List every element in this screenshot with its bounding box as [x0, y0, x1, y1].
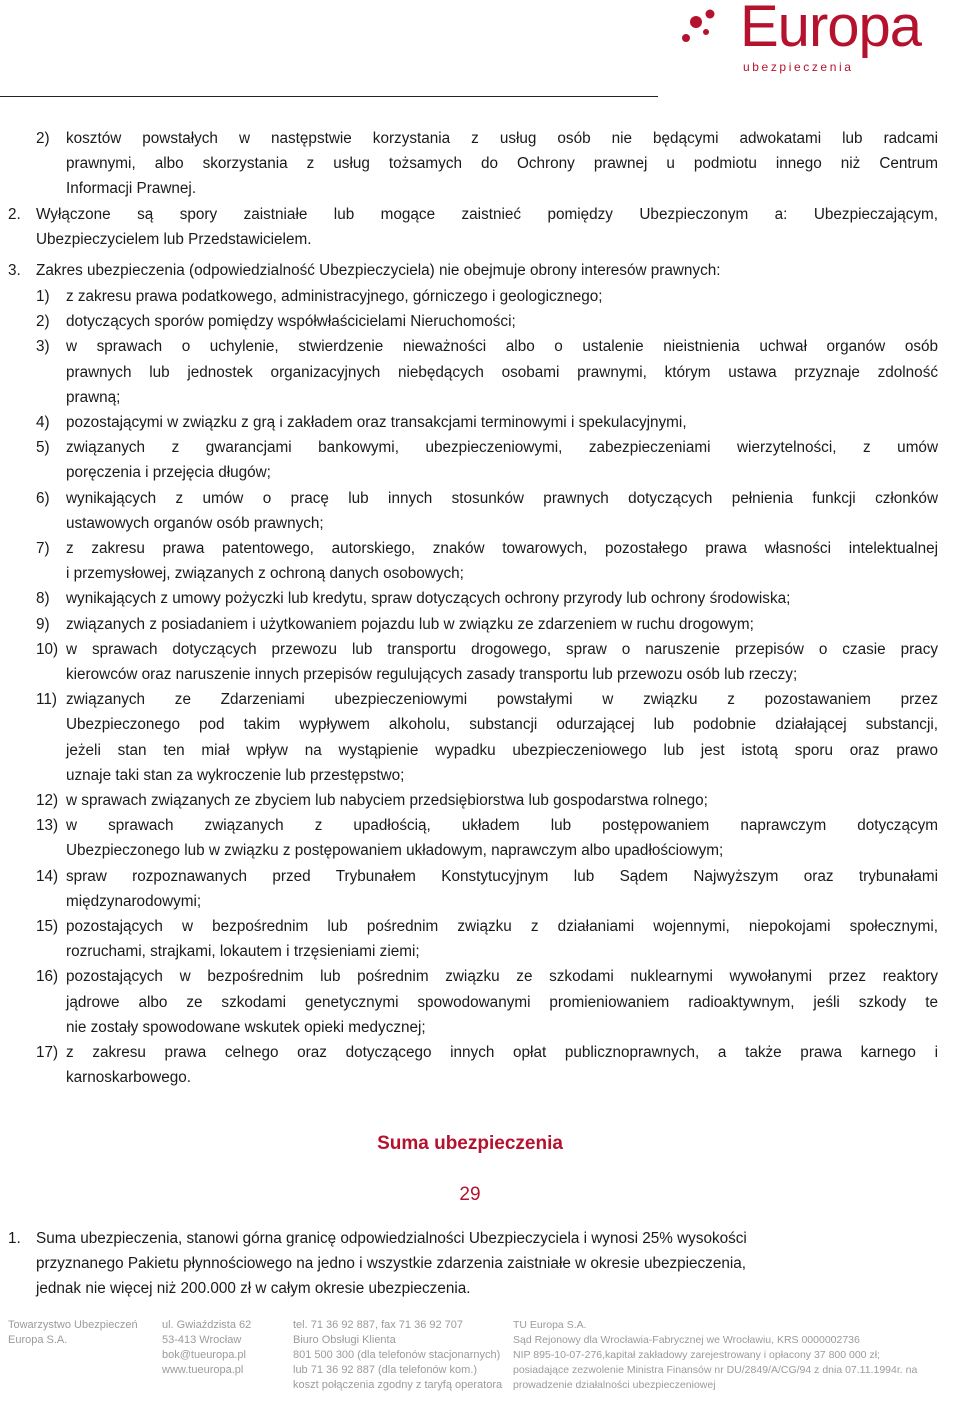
list-item [66, 864, 938, 914]
logo-text: Europa [740, 0, 922, 59]
list-item-number: 10) [36, 640, 59, 658]
footer-line: 801 500 300 (dla telefonów stacjonarnych) [293, 1349, 501, 1361]
list-item-number: 17) [36, 1044, 59, 1061]
footer-line: Towarzystwo Ubezpieczeń [8, 1319, 138, 1331]
text-line: jądrowe albo ze szkodami genetycznymi spowodowanymi promieniowaniem radioaktywnym, jeśli szkody te [66, 993, 938, 1011]
footer-line: Sąd Rejonowy dla Wrocławia-Fabrycznej we Wrocławiu, KRS 0000002736 [513, 1334, 860, 1346]
text-line: Ubezpieczycielem lub Przedstawicielem. [36, 231, 312, 248]
text-line: związanych z posiadaniem i użytkowaniem pojazdu lub w związku ze zdarzeniem w ruchu drogowym; [66, 615, 754, 633]
footer-company [8, 1318, 138, 1348]
logo-mark-icon [680, 6, 740, 50]
text-line: z zakresu prawa patentowego, autorskiego, znaków towarowych, pozostałego prawa własności intelektualnej [66, 540, 938, 557]
item-number: 2) [36, 130, 50, 147]
text-line: jeżeli stan ten miał wpływ na wystąpienie wypadku ubezpieczeniowego lub jest istotą sporu oraz prawo [66, 741, 938, 759]
list-item-number: 7) [36, 540, 50, 557]
list-item-number: 13) [36, 817, 59, 835]
list-item-number: 9) [36, 615, 50, 633]
footer-line: prowadzenie działalności ubezpieczeniowej [513, 1379, 716, 1391]
text-line: prawną; [66, 388, 121, 406]
text-line: jednak nie więcej niż 200.000 zł w całym okresie ubezpieczenia. [36, 1280, 471, 1297]
footer-line: koszt połączenia zgodny z taryfą operatora [293, 1379, 503, 1391]
text-line: międzynarodowymi; [66, 892, 202, 910]
footer-line: Europa S.A. [8, 1334, 68, 1346]
text-line: z zakresu prawa celnego oraz dotyczącego innych opłat publicznoprawnych, a także prawa karnego i [66, 1044, 938, 1061]
list-item [66, 914, 938, 964]
footer-line: TU Europa S.A. [513, 1319, 587, 1331]
item-number: 2. [8, 206, 21, 223]
text-line: pozostających w bezpośrednim lub pośrednim związku ze szkodami nuklearnymi wywołanymi przez reaktory [66, 968, 938, 986]
list-item-number: 4) [36, 414, 50, 431]
footer-address [162, 1318, 251, 1378]
text-line: kierowców oraz naruszenie innych przepisów regulujących zasady transportu lub przewozu osób lub rzeczy; [66, 665, 798, 683]
item-number: 3. [8, 262, 21, 279]
footer-line: lub 71 36 92 887 (dla telefonów kom.) [293, 1364, 478, 1376]
list-item-number: 14) [36, 867, 59, 885]
list-item [66, 410, 938, 435]
list-item [66, 586, 938, 611]
text-line: wynikających z umowy pożyczki lub kredytu, spraw dotyczących ochrony przyrody lub ochrony środowiska; [66, 590, 791, 608]
text-line: z zakresu prawa podatkowego, administracyjnego, górniczego i geologicznego; [66, 288, 603, 305]
footer-line: ul. Gwiaździsta 62 [162, 1319, 252, 1331]
item-number: 1. [8, 1230, 21, 1247]
list-item [66, 964, 938, 1040]
paragraph [36, 1226, 888, 1301]
list-item [66, 334, 938, 410]
list-item [66, 309, 938, 334]
footer-line: NIP 895-10-07-276,kapitał zakładowy zarejestrowany i opłacony 37 800 000 zł; [513, 1349, 880, 1361]
list-item-number: 3) [36, 338, 50, 356]
footer-contact [293, 1318, 502, 1393]
text-line: uznaje taki stan za wykroczenie lub przestępstwo; [66, 766, 405, 784]
text-line: pozostających w bezpośrednim lub pośrednim związku z działaniami wojennymi, niepokojami społecznymi, [66, 918, 938, 935]
footer-line: posiadające zezwolenie Ministra Finansów nr DU/2849/A/CG/94 z dnia 07.11.1994r. na [513, 1364, 918, 1376]
header-divider [0, 96, 658, 97]
list-item-number: 16) [36, 968, 59, 986]
text-line: Informacji Prawnej. [66, 180, 197, 197]
text-line: prawnymi, albo skorzystania z usług tożsamych do Ochrony prawnej u podmiotu innego niż Centrum [66, 155, 938, 172]
text-line: Suma ubezpieczenia, stanowi górna granicę odpowiedzialności Ubezpieczyciela i wynosi 25% wysokości [36, 1230, 747, 1247]
list-item-number: 11) [36, 691, 57, 709]
text-line: i przemysłowej, związanych z ochroną danych osobowych; [66, 565, 464, 583]
text-line: kosztów powstałych w następstwie korzystania z usług osób nie będącymi adwokatami lub radcami [66, 130, 938, 147]
list-item-number: 5) [36, 439, 50, 457]
text-line: w sprawach dotyczących przewozu lub transportu drogowego, spraw o naruszenie przepisów o czasie pracy [66, 640, 938, 658]
text-line: Zakres ubezpieczenia (odpowiedzialność Ubezpieczyciela) nie obejmuje obrony interesów prawnych: [36, 262, 721, 279]
text-line: związanych z gwarancjami bankowymi, ubezpieczeniowymi, zabezpieczeniami wierzytelności, z umów [66, 439, 938, 457]
list-item [66, 284, 938, 309]
footer-website[interactable]: www.tueuropa.pl [162, 1364, 244, 1376]
footer-legal [513, 1318, 917, 1393]
list-item [66, 687, 938, 788]
list-item [66, 536, 938, 586]
text-line: karnoskarbowego. [66, 1069, 191, 1087]
text-line: w sprawach związanych z upadłością, układem lub postępowaniem naprawczym dotyczącym [66, 817, 938, 835]
europa-logo [680, 0, 950, 74]
text-line: pozostającymi w związku z grą i zakładem oraz transakcjami terminowymi i spekulacyjnymi, [66, 414, 687, 431]
footer-line: 53-413 Wrocław [162, 1334, 242, 1346]
list-item-number: 12) [36, 792, 59, 809]
text-line: poręczenia i przejęcia długów; [66, 464, 271, 482]
list-item-number: 15) [36, 918, 59, 935]
paragraph [36, 258, 938, 283]
section-title: Suma ubezpieczenia [377, 1133, 563, 1154]
text-line: Wyłączone są spory zaistniałe lub mogące zaistnieć pomiędzy Ubezpieczonym a: Ubezpieczającym, [36, 206, 938, 223]
text-line: Ubezpieczonego pod takim wypływem alkoholu, substancji odurzającej lub podobnie działającej substancji, [66, 716, 938, 734]
text-line: nie zostały spowodowane wskutek opieki medycznej; [66, 1018, 426, 1036]
text-line: dotyczących sporów pomiędzy współwłaścicielami Nieruchomości; [66, 313, 516, 331]
list-item [66, 612, 938, 637]
footer-line: tel. 71 36 92 887, fax 71 36 92 707 [293, 1319, 464, 1331]
logo-subtext: ubezpieczenia [743, 60, 854, 74]
list-item-number: 2) [36, 313, 50, 331]
text-line: w sprawach związanych ze zbyciem lub nabyciem przedsiębiorstwa lub gospodarstwa rolnego; [66, 792, 708, 809]
footer-email[interactable]: bok@tueuropa.pl [162, 1349, 246, 1361]
text-line: rozruchami, strajkami, lokautem i trzęsieniami ziemi; [66, 943, 420, 961]
text-line: wynikających z umów o pracę lub innych stosunków prawnych dotyczących pełnienia funkcji członków [66, 489, 938, 507]
paragraph [36, 202, 938, 252]
page-number: 29 [459, 1184, 481, 1205]
text-line: spraw rozpoznawanych przed Trybunałem Konstytucyjnym lub Sądem Najwyższym oraz trybunałami [66, 867, 938, 885]
list-item [66, 435, 938, 485]
text-line: przyznanego Pakietu płynnościowego na jedno i wszystkie zdarzenia zaistniałe w okresie ubezpieczenia, [36, 1255, 747, 1272]
list-item [66, 486, 938, 536]
list-item-number: 6) [36, 489, 50, 507]
text-line: Ubezpieczonego lub w związku z postępowaniem układowym, naprawczym albo upadłościowym; [66, 842, 724, 860]
paragraph [66, 126, 938, 201]
list-item [66, 1040, 938, 1090]
text-line: prawnych lub jednostek organizacyjnych niebędących osobami prawnymi, którym ustawa przyznaje zdolność [66, 363, 938, 381]
list-item [66, 788, 938, 813]
text-line: związanych ze Zdarzeniami ubezpieczeniowymi powstałymi w związku z pozostawaniem przez [66, 691, 938, 709]
list-item-number: 8) [36, 590, 50, 608]
list-item [66, 813, 938, 863]
list-item-number: 1) [36, 288, 50, 305]
list-item [66, 637, 938, 687]
text-line: ustawowych organów osób prawnych; [66, 514, 324, 532]
text-line: w sprawach o uchylenie, stwierdzenie nieważności albo o ustalenie nieistnienia uchwał organów osób [66, 338, 938, 356]
footer-line: Biuro Obsługi Klienta [293, 1334, 396, 1346]
